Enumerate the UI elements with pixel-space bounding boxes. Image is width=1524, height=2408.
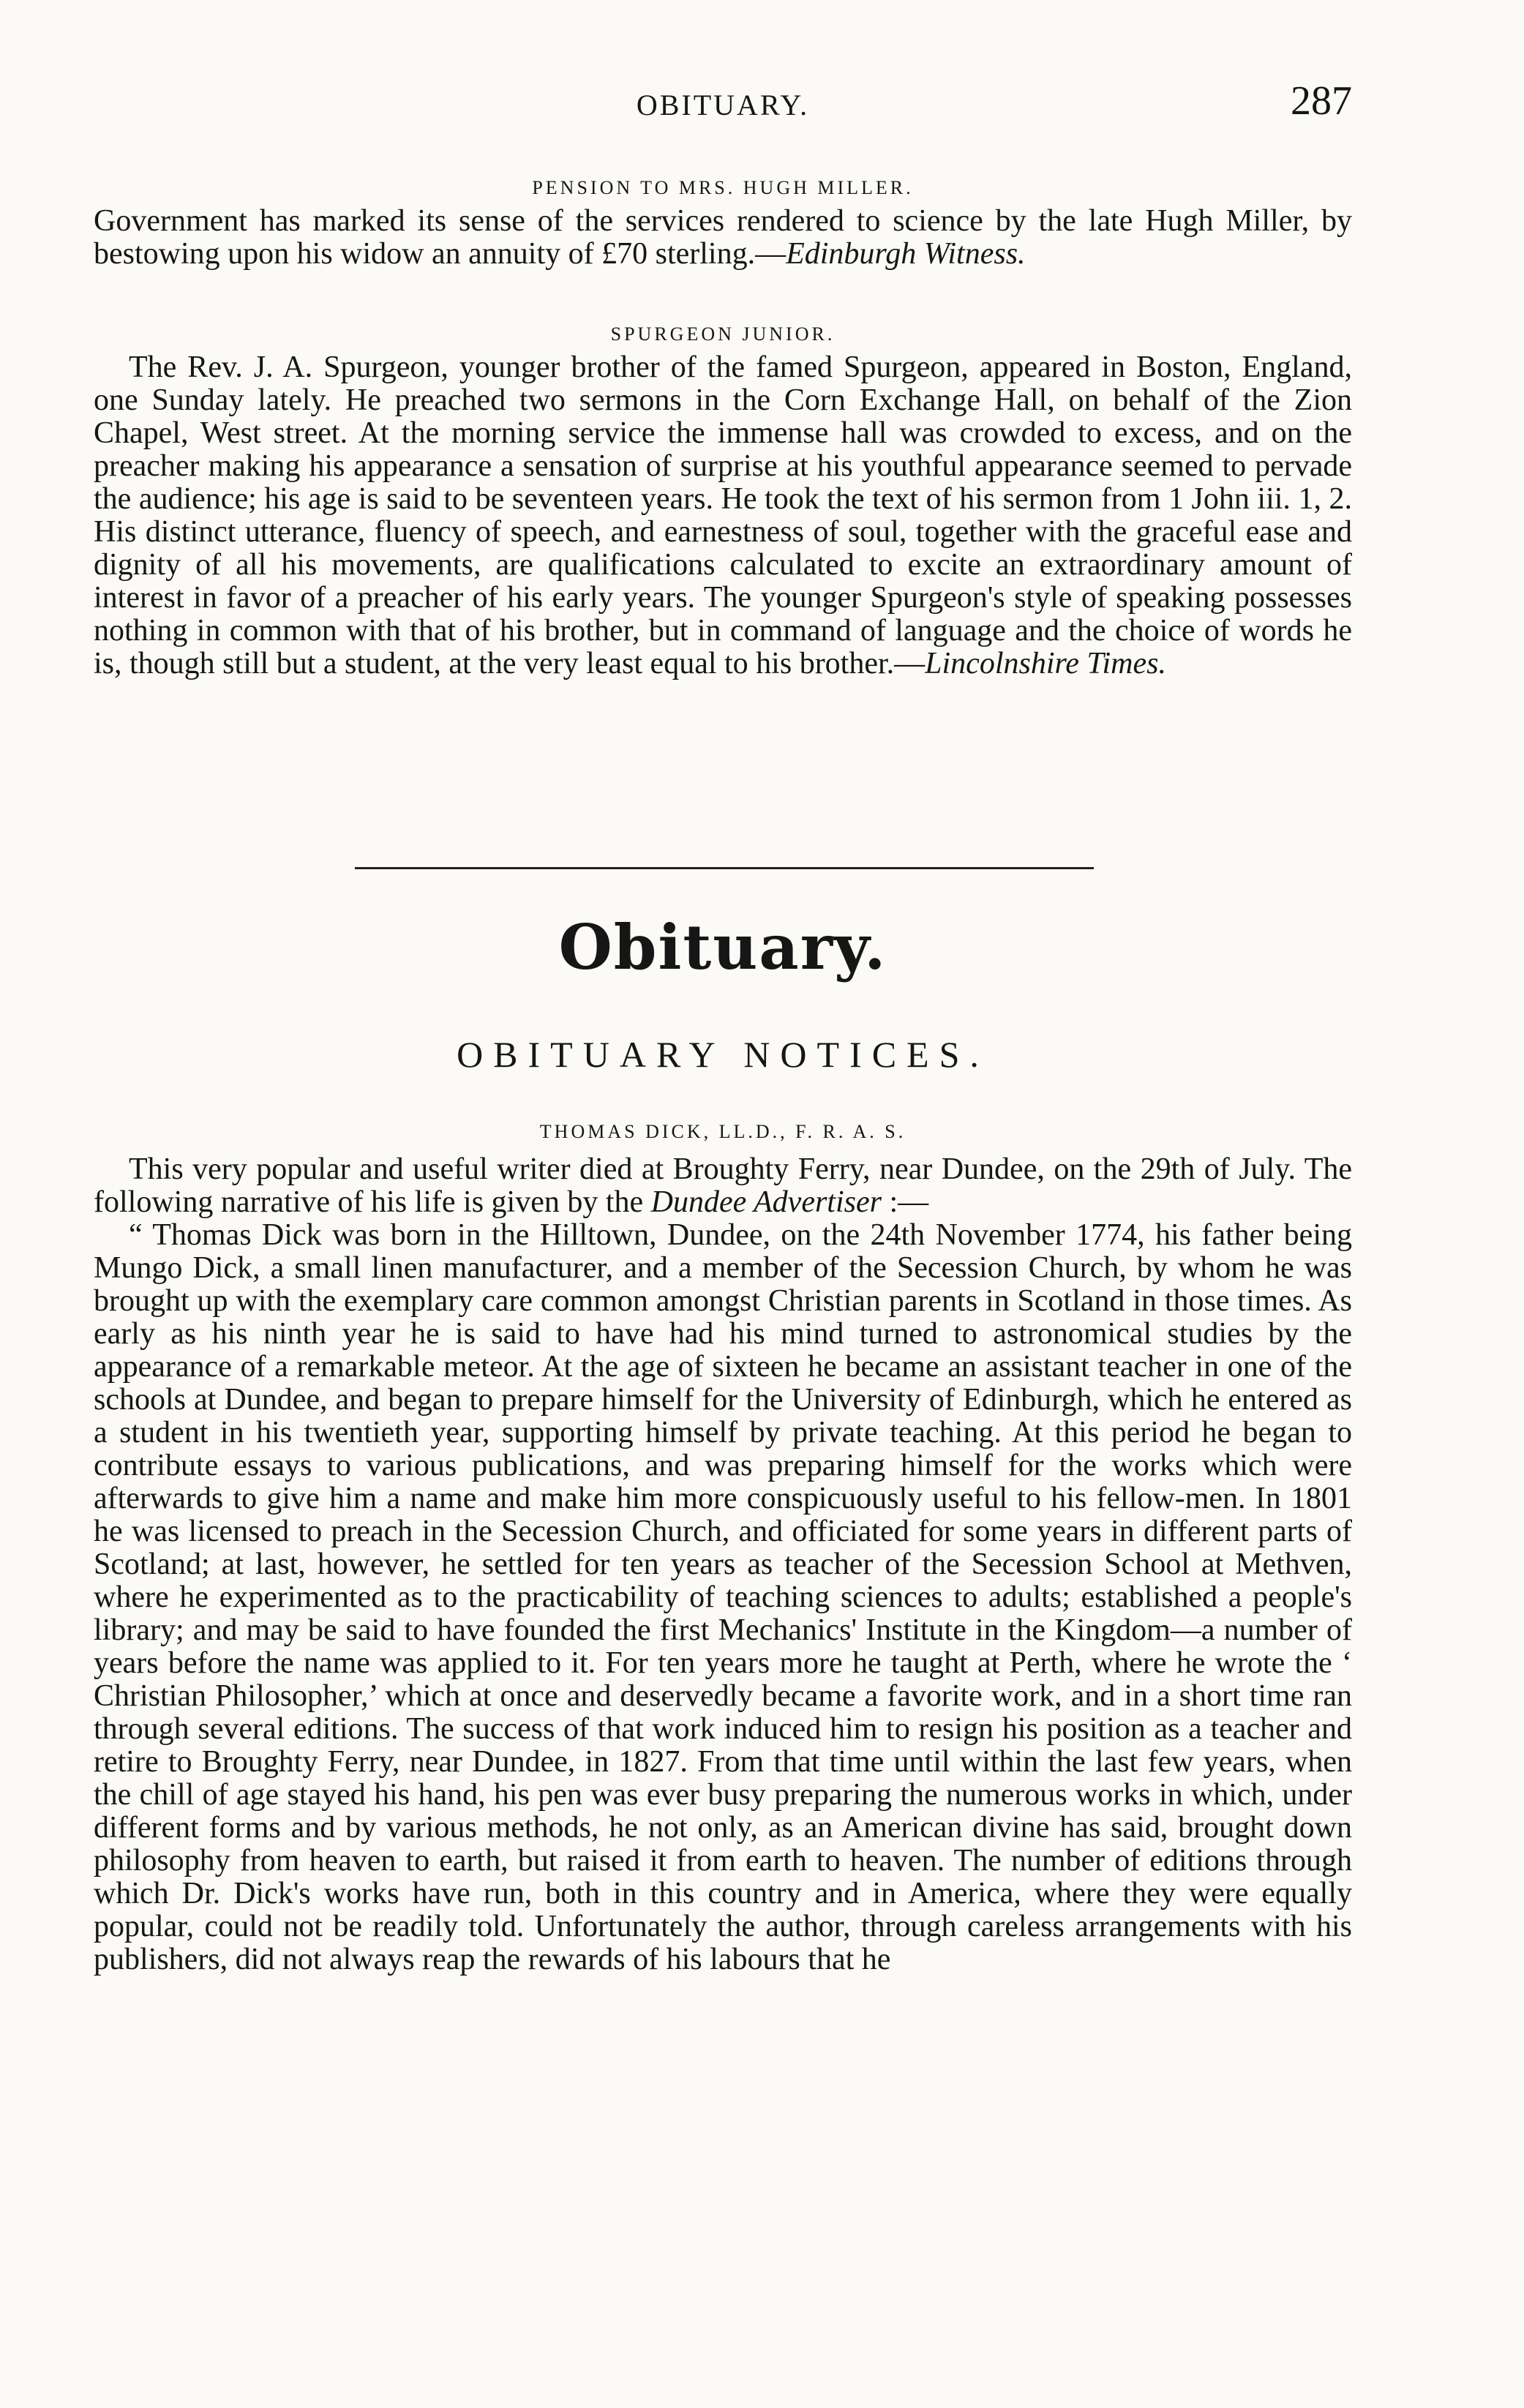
running-head: OBITUARY. xyxy=(636,89,810,121)
pension-source: Edinburgh Witness. xyxy=(786,237,1026,271)
pension-text: Government has marked its sense of the services rendered to science by the late Hugh Miller, by bestowing upon his widow an annuity of £70 sterling.— xyxy=(94,204,1352,271)
intro-text: This very popular and useful writer died at Broughty Ferry, near Dundee, on the 29th of July. The following narrative of his life is given by the xyxy=(94,1152,1352,1219)
entry-heading: THOMAS DICK, LL.D., F. R. A. S. xyxy=(539,1121,906,1142)
obituary-header xyxy=(94,0,1352,1171)
section-heading: SPURGEON JUNIOR. xyxy=(610,323,836,345)
page-number: 287 xyxy=(1291,78,1352,124)
spurgeon-text: The Rev. J. A. Spurgeon, younger brother of the famed Spurgeon, appeared in Boston, England, one Sunday lately. He preached two sermons in the Corn Exchange Hall, on behalf of the Zion Chapel, West street. At the morning service the immense hall was crowded to excess, and on the preacher making his appearance a sensation of surprise at his youthful appearance seemed to pervade the audience; his age is said to be seventeen years. He took the text of his sermon from 1 John iii. 1, 2. His distinct utterance, fluency of speech, and earnestness of soul, together with the graceful ease and dignity of all his movements, are qualifications calculated to excite an extraordinary amount of interest in favor of a preacher of his early years. The younger Spurgeon's style of speaking possesses nothing in common with that of his brother, but in command of language and the choice of words he is, though still but a student, at the very least equal to his brother.— xyxy=(94,350,1352,680)
entry-intro xyxy=(94,1153,1352,1219)
obituary-title: Obituary. xyxy=(558,911,887,983)
obituary-entry xyxy=(94,1119,1352,1976)
section-heading: PENSION TO MRS. HUGH MILLER. xyxy=(532,177,914,198)
spurgeon-source: Lincolnshire Times. xyxy=(925,647,1166,680)
intro-end: :— xyxy=(881,1185,929,1219)
obituary-notices-title: OBITUARY NOTICES. xyxy=(457,1034,989,1075)
intro-source: Dundee Advertiser xyxy=(650,1185,882,1219)
entry-body: “ Thomas Dick was born in the Hilltown, Dundee, on the 24th November 1774, his father being Mungo Dick, a small linen manufacturer, and a member of the Secession Church, by whom he was brought up with the exemplary care common amongst Christian parents in Scotland in those times. As early as his ninth year he is said to have had his mind turned to astronomical studies by the appearance of a remarkable meteor. At the age of sixteen he became an assistant teacher in one of the schools at Dundee, and began to prepare himself for the University of Edinburgh, which he entered as a student in his twentieth year, supporting himself by private teaching. At this period he began to contribute essays to various publications, and was preparing himself for the works which were afterwards to give him a name and make him more conspicuously useful to his fellow-men. In 1801 he was licensed to preach in the Secession Church, and officiated for some years in different parts of Scotland; at last, however, he settled for ten years as teacher of the Secession School at Methven, where he experimented as to the practicability of teaching sciences to adults; established a people's library; and may be said to have founded the first Mechanics' Institute in the Kingdom—a number of years before the name was applied to it. For ten years more he taught at Perth, where he wrote the ‘ Christian Philosopher,’ which at once and deservedly became a favorite work, and in a short time ran through several editions. The success of that work induced him to resign his position as a teacher and retire to Broughty Ferry, near Dundee, in 1827. From that time until within the last few years, when the chill of age stayed his hand, his pen was ever busy preparing the numerous works in which, under different forms and by various methods, he not only, as an American divine has said, brought down philosophy from heaven to earth, but raised it from earth to heaven. The number of editions through which Dr. Dick's works have run, both in this country and in America, where they were equally popular, could not be readily told. Unfortunately the author, through careless arrangements with his publishers, did not always reap the rewards of his labours that he xyxy=(94,1218,1352,1976)
